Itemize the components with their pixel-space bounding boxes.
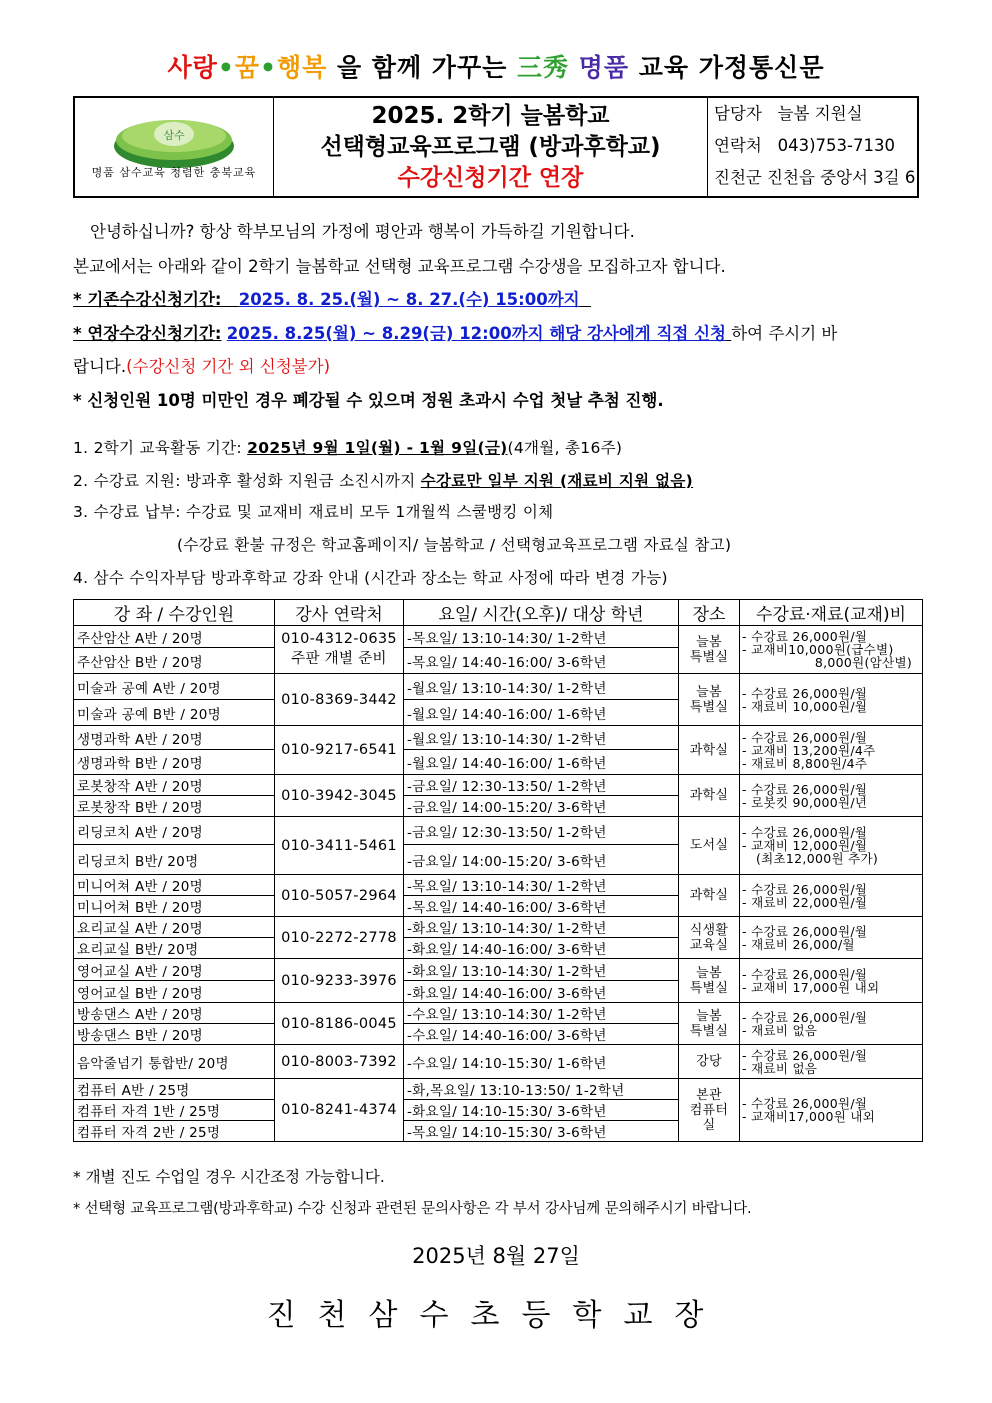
table-row: [74, 1079, 923, 1100]
instructor-phone-line: 010-2272-2778: [281, 929, 397, 946]
header-fee: 수강료·재료(교재)비: [740, 600, 923, 626]
table-row: [74, 674, 923, 700]
instructor-phone-line: 010-4312-0635: [281, 631, 397, 647]
course-schedule: -목요일/ 14:40-16:00/ 3-6학년: [404, 896, 679, 917]
course-fee-line: - 수강료 26,000원/월: [742, 923, 868, 939]
course-name: 미니어쳐 A반 / 20명: [74, 875, 275, 896]
course-schedule: -수요일/ 14:10-15:30/ 1-6학년: [404, 1045, 679, 1079]
course-fee-line: - 재료비 26,000/월: [742, 936, 855, 952]
instructor-phone-line: 010-9217-6541: [281, 742, 397, 758]
instructor-phone: [275, 775, 404, 817]
course-place-line: 특별실: [689, 1023, 729, 1039]
course-schedule: -목요일/ 14:10-15:30/ 3-6학년: [404, 1121, 679, 1142]
instructor-phone-line: 010-8241-4374: [281, 1102, 397, 1118]
course-schedule: -수요일/ 13:10-14:30/ 1-2학년: [404, 1003, 679, 1024]
extended-period-label: * 연장수강신청기간:: [73, 324, 222, 343]
course-schedule: -목요일/ 14:40-16:00/ 3-6학년: [404, 648, 679, 674]
course-fee: [740, 1003, 923, 1045]
course-place-line: 특별실: [689, 699, 729, 715]
course-name: 로봇창작 A반 / 20명: [74, 775, 275, 796]
slogan-text: 을 함께 가꾸는: [327, 53, 517, 82]
course-place-line: 실: [702, 1117, 716, 1133]
course-fee-line: - 재료비 8,800원/4주: [742, 755, 868, 771]
course-place-line: 식생활: [689, 922, 729, 938]
course-place: [679, 875, 740, 917]
course-name: 방송댄스 A반 / 20명: [74, 1003, 275, 1024]
title-line-3: 수강신청기간 연장: [397, 165, 584, 191]
course-fee-line: - 수강료 26,000원/월: [742, 729, 868, 745]
course-fee: [740, 726, 923, 775]
slogan-dot: •: [259, 53, 277, 82]
course-schedule: -화요일/ 14:40-16:00/ 3-6학년: [404, 938, 679, 959]
course-fee-line: - 수강료 26,000원/월: [742, 1047, 868, 1063]
course-name: 컴퓨터 자격 2반 / 25명: [74, 1121, 275, 1142]
course-schedule: -수요일/ 14:40-16:00/ 3-6학년: [404, 1024, 679, 1045]
instructor-phone: [275, 626, 404, 674]
greeting: 안녕하십니까? 항상 학부모님의 가정에 평안과 행복이 가득하길 기원합니다.: [90, 222, 635, 241]
table-row: [74, 726, 923, 750]
course-fee: [740, 674, 923, 726]
instructor-phone-line: 010-8369-3442: [281, 691, 397, 708]
slogan-dream: 꿈: [234, 53, 260, 82]
item-1: [73, 436, 622, 458]
course-schedule: -월요일/ 13:10-14:30/ 1-2학년: [404, 674, 679, 700]
course-fee-line: - 교재비 17,000원 내외: [742, 979, 880, 995]
course-place-line: 늘봄: [696, 1008, 722, 1024]
course-fee-line: - 수강료 26,000원/월: [742, 1096, 868, 1111]
table-row: [74, 817, 923, 845]
course-fee-line: - 교재비17,000원 내외: [742, 1109, 876, 1124]
contact-phone-row: [714, 130, 917, 162]
course-schedule: -금요일/ 12:30-13:50/ 1-2학년: [404, 775, 679, 796]
course-place-line: 늘봄: [696, 634, 722, 650]
course-place-line: 본관: [696, 1087, 722, 1103]
course-fee-line: - 재료비 없음: [742, 1060, 818, 1076]
contact-phone: 043)753-7130: [777, 136, 895, 155]
slogan-love: 사랑: [167, 53, 218, 82]
course-name: 생명과학 A반 / 20명: [74, 726, 275, 750]
logo-caption: 명품 삼수교육 청렴한 충북교육: [91, 166, 257, 179]
course-fee-line: 8,000원(암산별): [814, 655, 912, 670]
item-1-period: 2025년 9월 1일(월) - 1월 9일(금): [247, 439, 508, 457]
course-place: [679, 1079, 740, 1142]
course-fee-line: - 수강료 26,000원/월: [742, 685, 868, 701]
footnote-2: * 선택형 교육프로그램(방과후학교) 수강 신청과 관련된 문의사항은 각 부서 강사님께 문의해주시기 바랍니다.: [73, 1201, 752, 1217]
instructor-phone-line: 010-9233-3976: [281, 972, 397, 989]
course-name: 요리교실 B반/ 20명: [74, 938, 275, 959]
course-schedule: -월요일/ 13:10-14:30/ 1-2학년: [404, 726, 679, 750]
course-schedule: -목요일/ 13:10-14:30/ 1-2학년: [404, 875, 679, 896]
extended-period-line: [73, 320, 837, 344]
extended-tail: 하여 주시기 바: [731, 324, 838, 343]
course-name: 로봇창작 B반 / 20명: [74, 796, 275, 817]
course-fee: [740, 775, 923, 817]
logo-mark: 삼수: [163, 129, 185, 142]
instructor-phone: [275, 817, 404, 875]
item-1-label: 1. 2학기 교육활동 기간:: [73, 439, 248, 457]
course-name: 방송댄스 B반 / 20명: [74, 1024, 275, 1045]
contact-phone-label: 연락처: [714, 136, 762, 155]
course-fee-line: - 재료비 없음: [742, 1022, 818, 1038]
course-name: 미술과 공예 B반 / 20명: [74, 700, 275, 726]
course-fee-line: - 재료비 22,000원/월: [742, 894, 868, 910]
course-fee-line: (최초12,000원 추가): [756, 851, 879, 866]
instructor-phone: [275, 875, 404, 917]
course-schedule: -월요일/ 14:40-16:00/ 1-6학년: [404, 750, 679, 775]
course-fee-line: - 교재비10,000원(급수별): [742, 642, 894, 657]
header-place: 장소: [679, 600, 740, 626]
header-phone: 강사 연락처: [275, 600, 404, 626]
course-fee: [740, 875, 923, 917]
course-place: [679, 626, 740, 674]
slogan: [0, 48, 992, 84]
original-period: 2025. 8. 25.(월) ~ 8. 27.(수) 15:00까지: [238, 290, 580, 309]
table-row: [74, 1045, 923, 1079]
course-name: 영어교실 B반 / 20명: [74, 981, 275, 1003]
course-name: 주산암산 B반 / 20명: [74, 648, 275, 674]
course-name: 컴퓨터 자격 1반 / 25명: [74, 1100, 275, 1121]
course-name: 미니어쳐 B반 / 20명: [74, 896, 275, 917]
original-period-line: [73, 286, 591, 310]
course-place: [679, 726, 740, 775]
slogan-text-end: 교육 가정통신문: [629, 53, 825, 82]
course-fee: [740, 917, 923, 959]
course-name: 생명과학 B반 / 20명: [74, 750, 275, 775]
course-fee: [740, 1045, 923, 1079]
course-name: 리딩코치 B반/ 20명: [74, 845, 275, 875]
header-course: 강 좌 / 수강인원: [74, 600, 275, 626]
course-name: 요리교실 A반 / 20명: [74, 917, 275, 938]
table-row: [74, 1003, 923, 1024]
course-place: [679, 817, 740, 875]
instructor-phone-line: 010-3411-5461: [281, 837, 397, 854]
course-place: [679, 1003, 740, 1045]
original-period-label: * 기존수강신청기간:: [73, 290, 222, 309]
course-fee: [740, 626, 923, 674]
course-schedule: -금요일/ 12:30-13:50/ 1-2학년: [404, 817, 679, 845]
instructor-phone-line: 010-8003-7392: [281, 1053, 397, 1070]
item-1-post: (4개월, 총16주): [507, 439, 623, 457]
course-table: [73, 599, 923, 1142]
course-fee-line: - 교재비 12,000원/월: [742, 838, 868, 853]
table-row: [74, 875, 923, 896]
minimum-note: * 신청인원 10명 미만인 경우 폐강될 수 있으며 정원 초과시 수업 첫날 추첨 진행.: [73, 391, 664, 410]
table-row: [74, 959, 923, 981]
item-3: 3. 수강료 납부: 수강료 및 교재비 재료비 모두 1개월씩 스쿨뱅킹 이체: [73, 503, 554, 521]
course-name: 영어교실 A반 / 20명: [74, 959, 275, 981]
course-place-line: 늘봄: [696, 965, 722, 981]
course-place-line: 강당: [696, 1054, 722, 1069]
header-box: [73, 96, 919, 198]
instructor-phone-line: 010-5057-2964: [281, 887, 397, 904]
course-fee-line: - 수강료 26,000원/월: [742, 966, 868, 982]
course-place: [679, 917, 740, 959]
extended-tail-2: 랍니다.: [73, 357, 127, 376]
table-row: [74, 626, 923, 648]
title-cell: [274, 98, 708, 196]
course-fee-line: - 로봇킷 90,000원/년: [742, 794, 868, 810]
contact-person: 늘봄 지원실: [777, 104, 863, 123]
course-schedule: -화요일/ 14:10-15:30/ 3-6학년: [404, 1100, 679, 1121]
course-schedule: -화요일/ 14:40-16:00/ 3-6학년: [404, 981, 679, 1003]
course-name: 주산암산 A반 / 20명: [74, 626, 275, 648]
contact-person-label: 담당자: [714, 104, 762, 123]
course-name: 리딩코치 A반 / 20명: [74, 817, 275, 845]
slogan-samsu: 三秀: [516, 53, 569, 82]
title-line-1: 2025. 2학기 늘봄학교: [371, 103, 610, 129]
course-name: 미술과 공예 A반 / 20명: [74, 674, 275, 700]
instructor-phone-line: 010-3942-3045: [281, 787, 397, 804]
course-fee: [740, 959, 923, 1003]
item-2: [73, 469, 693, 491]
slogan-happiness: 행복: [276, 53, 328, 82]
course-table-body: [74, 626, 923, 1142]
instructor-phone: [275, 726, 404, 775]
course-place: [679, 775, 740, 817]
course-place-line: 과학실: [689, 742, 729, 758]
course-place-line: 늘봄: [696, 684, 722, 700]
course-schedule: -금요일/ 14:00-15:20/ 3-6학년: [404, 845, 679, 875]
course-place-line: 도서실: [689, 838, 729, 853]
item-2-label: 2. 수강료 지원: 방과후 활성화 지원금 소진시까지: [73, 472, 421, 490]
instructor-phone: [275, 1003, 404, 1045]
course-fee-line: - 수강료 26,000원/월: [742, 881, 868, 897]
instructor-phone: [275, 1079, 404, 1142]
extended-note-line: [73, 353, 330, 377]
item-3-note: (수강료 환불 규정은 학교홈페이지/ 늘봄학교 / 선택형교육프로그램 자료실 참고): [177, 536, 732, 554]
course-name: 음악줄넘기 통합반/ 20명: [74, 1045, 275, 1079]
table-row: [74, 775, 923, 796]
course-schedule: -화요일/ 13:10-14:30/ 1-2학년: [404, 959, 679, 981]
item-4: 4. 삼수 수익자부담 방과후학교 강좌 안내 (시간과 장소는 학교 사정에 따라 변경 가능): [73, 569, 668, 587]
instructor-phone: [275, 959, 404, 1003]
contact-cell: [708, 98, 917, 196]
course-place: [679, 959, 740, 1003]
course-schedule: -화,목요일/ 13:10-13:50/ 1-2학년: [404, 1079, 679, 1100]
slogan-premium: 명품: [578, 53, 630, 82]
slogan-dot: •: [217, 53, 235, 82]
course-place: [679, 674, 740, 726]
header-schedule: 요일/ 시간(오후)/ 대상 학년: [404, 600, 679, 626]
course-fee: [740, 1079, 923, 1142]
course-schedule: -금요일/ 14:00-15:20/ 3-6학년: [404, 796, 679, 817]
table-row: [74, 917, 923, 938]
instructor-phone-line: 주판 개별 준비: [291, 651, 387, 667]
footnote-1: * 개별 진도 수업일 경우 시간조정 가능합니다.: [73, 1168, 385, 1186]
course-place-line: 교육실: [689, 937, 729, 953]
course-fee-line: - 재료비 10,000원/월: [742, 698, 868, 714]
principal-signature: 진천삼수초등학교장: [266, 1298, 726, 1333]
course-fee-line: - 수강료 26,000원/월: [742, 825, 868, 840]
course-place-line: 특별실: [689, 649, 729, 665]
course-schedule: -월요일/ 14:40-16:00/ 1-6학년: [404, 700, 679, 726]
course-fee: [740, 817, 923, 875]
course-fee-line: - 수강료 26,000원/월: [742, 629, 868, 644]
course-fee-line: - 교재비 13,200원/4주: [742, 742, 876, 758]
course-place-line: 컴퓨터: [689, 1102, 729, 1118]
item-2-emphasis: 수강료만 일부 지원 (재료비 지원 없음): [420, 472, 694, 490]
course-place-line: 특별실: [689, 980, 729, 996]
course-schedule: -목요일/ 13:10-14:30/ 1-2학년: [404, 626, 679, 648]
course-place-line: 과학실: [689, 888, 729, 903]
table-header-row: [74, 600, 923, 626]
logo-cell: [75, 98, 274, 196]
course-fee-line: - 수강료 26,000원/월: [742, 781, 868, 797]
contact-person-row: [714, 98, 917, 130]
extended-period: 2025. 8.25(월) ~ 8.29(금) 12:00까지 해당 강사에게 직접 신청: [226, 324, 726, 343]
title-line-2: 선택형교육프로그램 (방과후학교): [320, 134, 661, 160]
instructor-phone: [275, 917, 404, 959]
extended-note: (수강신청 기간 외 신청불가): [126, 357, 331, 376]
course-place: [679, 1045, 740, 1079]
course-fee-line: - 수강료 26,000원/월: [742, 1009, 868, 1025]
instructor-phone: [275, 1045, 404, 1079]
purpose: 본교에서는 아래와 같이 2학기 늘봄학교 선택형 교육프로그램 수강생을 모집하고자 합니다.: [73, 257, 726, 276]
instructor-phone: [275, 674, 404, 726]
course-place-line: 과학실: [689, 788, 729, 803]
instructor-phone-line: 010-8186-0045: [281, 1015, 397, 1032]
course-name: 컴퓨터 A반 / 25명: [74, 1079, 275, 1100]
course-schedule: -화요일/ 13:10-14:30/ 1-2학년: [404, 917, 679, 938]
slogan-space: [569, 53, 579, 82]
issue-date: 2025년 8월 27일: [412, 1244, 580, 1268]
contact-address: 진천군 진천읍 중앙서 3길 6: [714, 168, 916, 187]
